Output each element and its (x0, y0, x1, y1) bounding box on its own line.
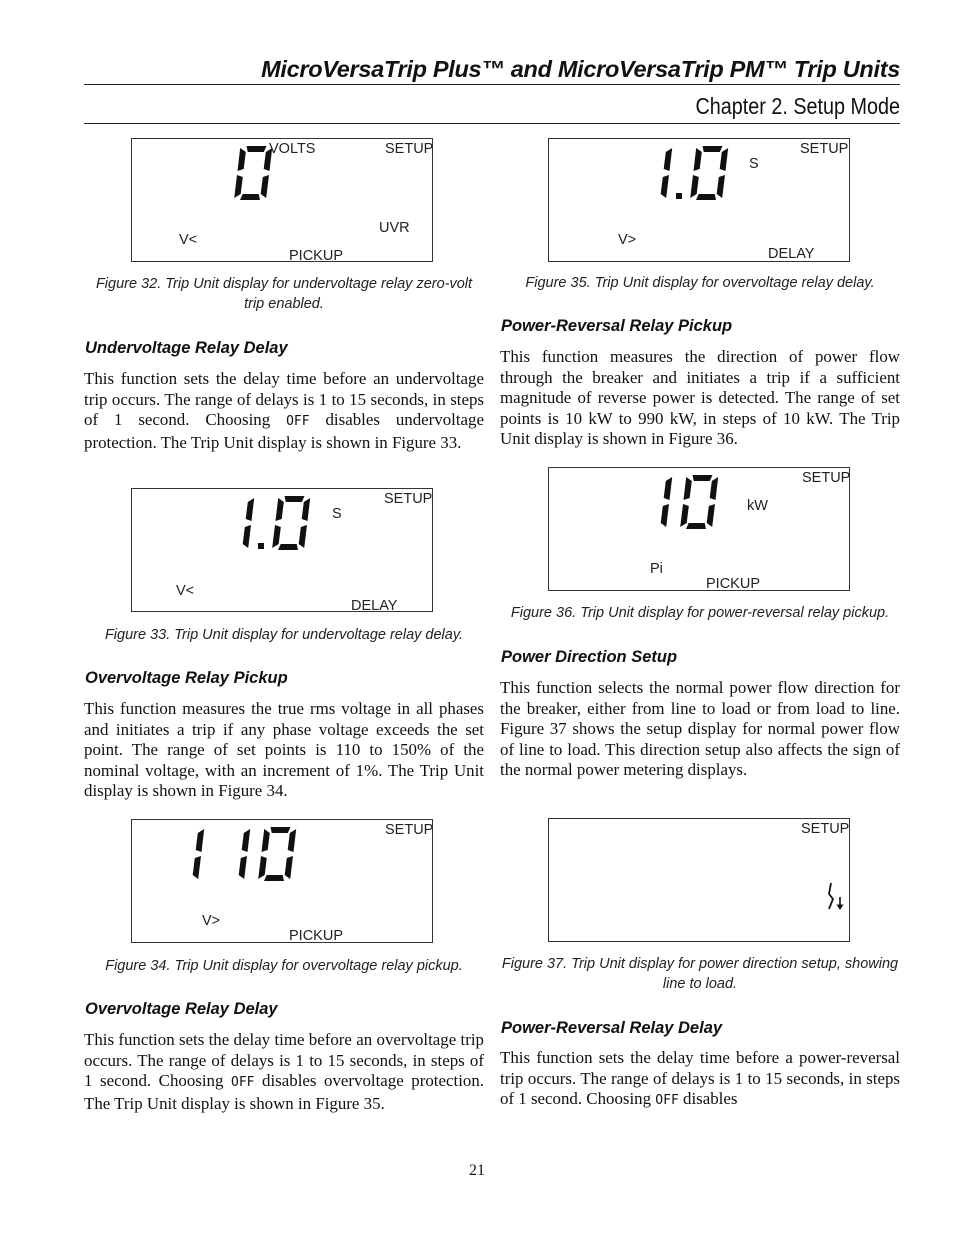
line-to-load-icon (825, 881, 845, 918)
section-heading: Overvoltage Relay Delay (85, 1000, 278, 1018)
segment-b (242, 829, 251, 852)
lcd-digit-0 (680, 475, 718, 529)
seconds-unit-label: S (749, 156, 759, 172)
document-title: MicroVersaTrip Plus™ and MicroVersaTrip PM™ Trip Units (261, 56, 900, 82)
segment-d (278, 544, 298, 550)
delay-label: DELAY (351, 598, 398, 614)
seconds-unit-label: S (332, 506, 342, 522)
segment-c (239, 856, 247, 879)
pickup-label: PICKUP (289, 928, 343, 944)
segment-e (690, 175, 699, 198)
segment-e (272, 525, 281, 548)
body-paragraph: This function sets the delay time before an overvoltage trip occurs. The range of delays is 1 to 15 seconds, in steps of 1 second. Choosing OFF disables overvoltage protection. The Trip Unit display is shown in Figure 35. (84, 1030, 484, 1113)
segment-c (299, 525, 307, 548)
segment-c (661, 175, 669, 198)
lcd-display-fig32 (131, 138, 433, 262)
segment-c (661, 504, 669, 527)
lcd-digit-1 (239, 829, 251, 879)
segment-d (696, 194, 716, 200)
seven-segment-digits (160, 826, 306, 884)
lcd-display-fig37 (548, 818, 850, 942)
off-code: OFF (286, 414, 310, 429)
mode-label: Pi (650, 561, 663, 577)
segment-d (264, 875, 284, 881)
section-heading: Overvoltage Relay Pickup (85, 669, 288, 687)
setup-label: SETUP (385, 141, 434, 157)
header-rule-bottom (84, 123, 900, 124)
segment-b (664, 477, 673, 500)
segment-a (693, 475, 713, 481)
header-rule-top (84, 84, 900, 85)
mode-label: V> (202, 913, 221, 929)
segment-b (302, 498, 311, 521)
segment-a (247, 146, 267, 152)
uvr-label: UVR (379, 220, 410, 236)
seven-segment-digits (628, 474, 728, 532)
setup-label: SETUP (801, 821, 850, 837)
lcd-digit-0 (258, 827, 296, 881)
figure-caption: Figure 36. Trip Unit display for power-reversal relay pickup. (510, 605, 890, 621)
kw-unit-label: kW (747, 498, 768, 514)
lcd-display-fig34 (131, 819, 433, 943)
lcd-display-fig33 (131, 488, 433, 612)
segment-b (720, 148, 729, 171)
segment-c (707, 504, 715, 527)
body-paragraph: This function measures the direction of power flow through the breaker and initiates a trip if a sufficient magnitude of reverse power is detected. The range of set points is 10 kW to 990 kW, in steps of 10 kW. The Trip Unit display is shown in Figure 36. (500, 347, 900, 448)
segment-f (262, 829, 270, 852)
segment-c (261, 175, 269, 198)
setup-label: SETUP (384, 491, 433, 507)
section-heading: Undervoltage Relay Delay (85, 339, 288, 357)
figure-caption: Figure 32. Trip Unit display for undervoltage relay zero-volt trip enabled. (95, 276, 473, 312)
mode-label: V< (176, 583, 195, 599)
lcd-digit-1 (661, 477, 673, 527)
segment-b (246, 498, 255, 521)
lcd-digit-0 (690, 146, 728, 200)
lcd-digit-0 (272, 496, 310, 550)
decimal-point (258, 543, 264, 549)
off-code: OFF (231, 1075, 255, 1090)
segment-b (196, 829, 205, 852)
segment-a (703, 146, 723, 152)
lcd-display-fig35 (548, 138, 850, 262)
lcd-digit-1 (193, 829, 205, 879)
chapter-title: Chapter 2. Setup Mode (695, 93, 900, 119)
mode-label: V> (618, 232, 637, 248)
segment-c (285, 856, 293, 879)
volts-label: VOLTS (269, 141, 316, 157)
segment-e (258, 856, 267, 879)
segment-f (276, 498, 284, 521)
setup-label: SETUP (802, 470, 851, 486)
segment-f (238, 148, 246, 171)
segment-b (288, 829, 297, 852)
segment-d (686, 523, 706, 529)
mode-label: V< (179, 232, 198, 248)
segment-b (710, 477, 719, 500)
body-paragraph: This function selects the normal power flow direction for the breaker, either from line to load or from load to line. Figure 37 shows the setup display for normal power flow of line to load. This direction setup also affects the sign of the normal power metering displays. (500, 678, 900, 779)
segment-f (694, 148, 702, 171)
lcd-digit-0 (234, 146, 272, 200)
figure-caption: Figure 37. Trip Unit display for power direction setup, showing line to load. (501, 956, 899, 992)
seven-segment-digits (210, 495, 320, 553)
segment-c (193, 856, 201, 879)
setup-label: SETUP (800, 141, 849, 157)
section-heading: Power-Reversal Relay Delay (501, 1019, 723, 1037)
figure-caption: Figure 33. Trip Unit display for undervoltage relay delay. (104, 627, 464, 643)
figure-caption: Figure 34. Trip Unit display for overvoltage relay pickup. (105, 958, 463, 974)
segment-a (285, 496, 305, 502)
delay-label: DELAY (768, 246, 815, 262)
lcd-digit-1 (243, 498, 255, 548)
body-paragraph: This function sets the delay time before a power-reversal trip occurs. The range of delays is 1 to 15 seconds, in steps of 1 second. Choosing OFF disables (500, 1048, 900, 1108)
page-number: 21 (469, 1162, 485, 1179)
pickup-label: PICKUP (706, 576, 760, 592)
off-code: OFF (655, 1093, 679, 1108)
section-heading: Power Direction Setup (501, 648, 678, 666)
body-paragraph: This function measures the true rms voltage in all phases and initiates a trip if any phase voltage exceeds the set point. The range of set points is 110 to 150% of the nominal voltage, with an increment of 1%. The Trip Unit display is shown in Figure 34. (84, 699, 484, 800)
segment-b (664, 148, 673, 171)
lcd-display-fig36 (548, 467, 850, 591)
segment-f (684, 477, 692, 500)
decimal-point (676, 193, 682, 199)
seven-segment-digits (628, 145, 738, 203)
lcd-digit-1 (661, 148, 673, 198)
body-paragraph: This function sets the delay time before an undervoltage trip occurs. The range of delays is 1 to 15 seconds, in steps of 1 second. Choosing OFF disables undervoltage protection. The Trip Unit display is shown in Figure 33. (84, 369, 484, 452)
segment-a (271, 827, 291, 833)
segment-d (240, 194, 260, 200)
segment-c (717, 175, 725, 198)
figure-caption: Figure 35. Trip Unit display for overvoltage relay delay. (525, 275, 875, 291)
segment-c (243, 525, 251, 548)
segment-e (234, 175, 243, 198)
section-heading: Power-Reversal Relay Pickup (501, 317, 733, 335)
setup-label: SETUP (385, 822, 434, 838)
segment-e (680, 504, 689, 527)
pickup-label: PICKUP (289, 248, 343, 264)
